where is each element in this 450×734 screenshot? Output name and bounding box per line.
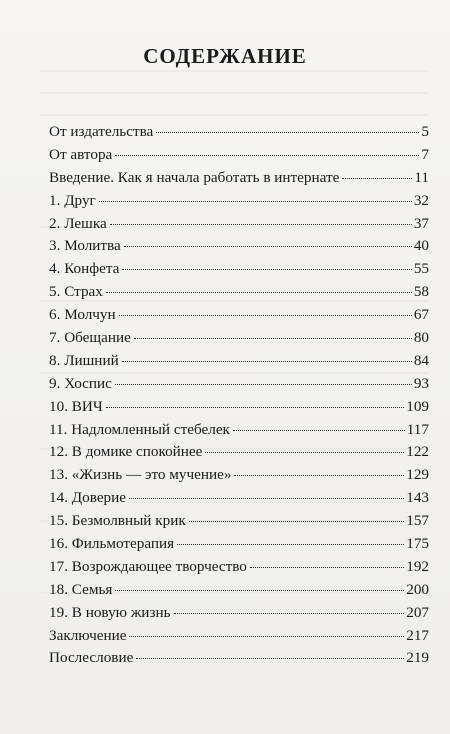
toc-entry-label: 4. Конфета: [49, 260, 120, 278]
toc-entry[interactable]: [49, 510, 429, 533]
toc-entry-page: 200: [406, 580, 429, 598]
toc-entry[interactable]: [49, 419, 429, 442]
dot-leader: [119, 315, 412, 316]
toc-entry-label: 2. Лешка: [49, 214, 107, 232]
toc-entry-page: 55: [413, 260, 429, 278]
toc-entry-page: 129: [406, 466, 429, 484]
dot-leader: [189, 521, 405, 522]
toc-entry[interactable]: [49, 487, 429, 510]
toc-entry-page: 219: [406, 649, 429, 667]
toc-entry-label: 1. Друг: [49, 191, 96, 209]
toc-entry-label: 16. Фильмотерапия: [49, 535, 175, 553]
toc-entry-page: 7: [421, 145, 429, 163]
dot-leader: [122, 361, 412, 362]
toc-entry-page: 11: [414, 168, 429, 186]
toc-entry-page: 5: [421, 123, 429, 140]
toc-entry[interactable]: [49, 579, 429, 602]
toc-entry-label: 8. Лишний: [49, 351, 119, 369]
toc-entry-label: Введение. Как я начала работать в интернате: [49, 168, 340, 186]
toc-entry-label: Заключение: [49, 626, 127, 644]
dot-leader: [110, 224, 412, 225]
toc-entry-label: 11. Надломленный стебелек: [49, 420, 230, 438]
page-title: СОДЕРЖАНИЕ: [143, 44, 307, 68]
toc-entry-label: 5. Страх: [49, 283, 103, 301]
toc-entry-page: 32: [413, 191, 429, 209]
toc-entry[interactable]: [49, 556, 429, 579]
toc-entry[interactable]: [49, 441, 429, 464]
toc-entry[interactable]: [49, 258, 429, 281]
toc-entry[interactable]: [49, 167, 429, 190]
toc-entry-page: 143: [406, 489, 429, 507]
dot-leader: [250, 567, 404, 568]
toc-entry[interactable]: [49, 373, 429, 396]
toc-entry-page: 40: [413, 237, 429, 255]
toc-entry-page: 84: [413, 351, 429, 369]
toc-entry-label: Послесловие: [49, 649, 134, 667]
toc-entry[interactable]: [49, 144, 429, 167]
toc-entry[interactable]: [49, 350, 429, 373]
toc-entry[interactable]: [49, 464, 429, 487]
dot-leader: [115, 155, 419, 156]
toc-entry-label: 13. «Жизнь — это мучение»: [49, 466, 232, 484]
toc-entry[interactable]: [49, 213, 429, 236]
toc-entry[interactable]: [49, 281, 429, 304]
toc-entry-label: 14. Доверие: [49, 489, 127, 507]
toc-entry-label: От автора: [49, 145, 113, 163]
toc-entry-page: 207: [406, 603, 429, 621]
toc-entry[interactable]: [49, 647, 429, 670]
toc-entry-label: 12. В домике спокойнее: [49, 443, 203, 461]
dot-leader: [106, 292, 412, 293]
toc-entry-page: 117: [406, 420, 429, 438]
toc-entry-page: 58: [413, 283, 429, 301]
toc-entry[interactable]: [49, 235, 429, 258]
dot-leader: [177, 544, 404, 545]
toc-entry[interactable]: [49, 327, 429, 350]
dot-leader: [136, 658, 404, 659]
toc-entry-label: 19. В новую жизнь: [49, 603, 171, 621]
toc-entry-page: 157: [406, 512, 429, 530]
show-through-line: [40, 70, 428, 72]
toc-entry-label: 7. Обещание: [49, 329, 131, 347]
toc-entry-page: 67: [413, 306, 429, 324]
dot-leader: [115, 384, 412, 385]
toc-entry[interactable]: [49, 190, 429, 213]
dot-leader: [342, 178, 412, 179]
toc-entry-page: 122: [406, 443, 429, 461]
toc-entry-page: 93: [413, 374, 429, 392]
toc-entry-label: 6. Молчун: [49, 306, 116, 324]
show-through-line: [40, 92, 428, 94]
dot-leader: [115, 590, 404, 591]
dot-leader: [174, 613, 405, 614]
toc-entry[interactable]: [49, 602, 429, 625]
toc-entry[interactable]: [49, 533, 429, 556]
toc-entry-label: 10. ВИЧ: [49, 397, 103, 415]
dot-leader: [234, 475, 404, 476]
dot-leader: [134, 338, 412, 339]
dot-leader: [233, 430, 405, 431]
toc-entry-page: 80: [413, 329, 429, 347]
toc-entry[interactable]: [49, 121, 429, 144]
dot-leader: [106, 407, 404, 408]
toc-entry[interactable]: [49, 304, 429, 327]
toc-entry-page: 109: [406, 397, 429, 415]
table-of-contents: [49, 121, 429, 670]
toc-entry-page: 217: [406, 626, 429, 644]
toc-entry-label: 15. Безмолвный крик: [49, 512, 186, 530]
toc-entry[interactable]: [49, 625, 429, 648]
toc-entry-page: 192: [406, 557, 429, 575]
dot-leader: [156, 132, 419, 133]
dot-leader: [129, 498, 404, 499]
toc-entry-label: 3. Молитва: [49, 237, 121, 255]
toc-entry[interactable]: [49, 396, 429, 419]
dot-leader: [205, 452, 404, 453]
toc-entry-page: 175: [406, 535, 429, 553]
dot-leader: [122, 269, 411, 270]
dot-leader: [129, 636, 404, 637]
toc-entry-label: 17. Возрождающее творчество: [49, 557, 247, 575]
toc-entry-label: 9. Хоспис: [49, 374, 112, 392]
dot-leader: [124, 246, 412, 247]
toc-entry-page: 37: [413, 214, 429, 232]
show-through-line: [40, 114, 428, 116]
toc-entry-label: 18. Семья: [49, 580, 113, 598]
toc-entry-label: От издательства: [49, 123, 154, 140]
dot-leader: [99, 201, 412, 202]
